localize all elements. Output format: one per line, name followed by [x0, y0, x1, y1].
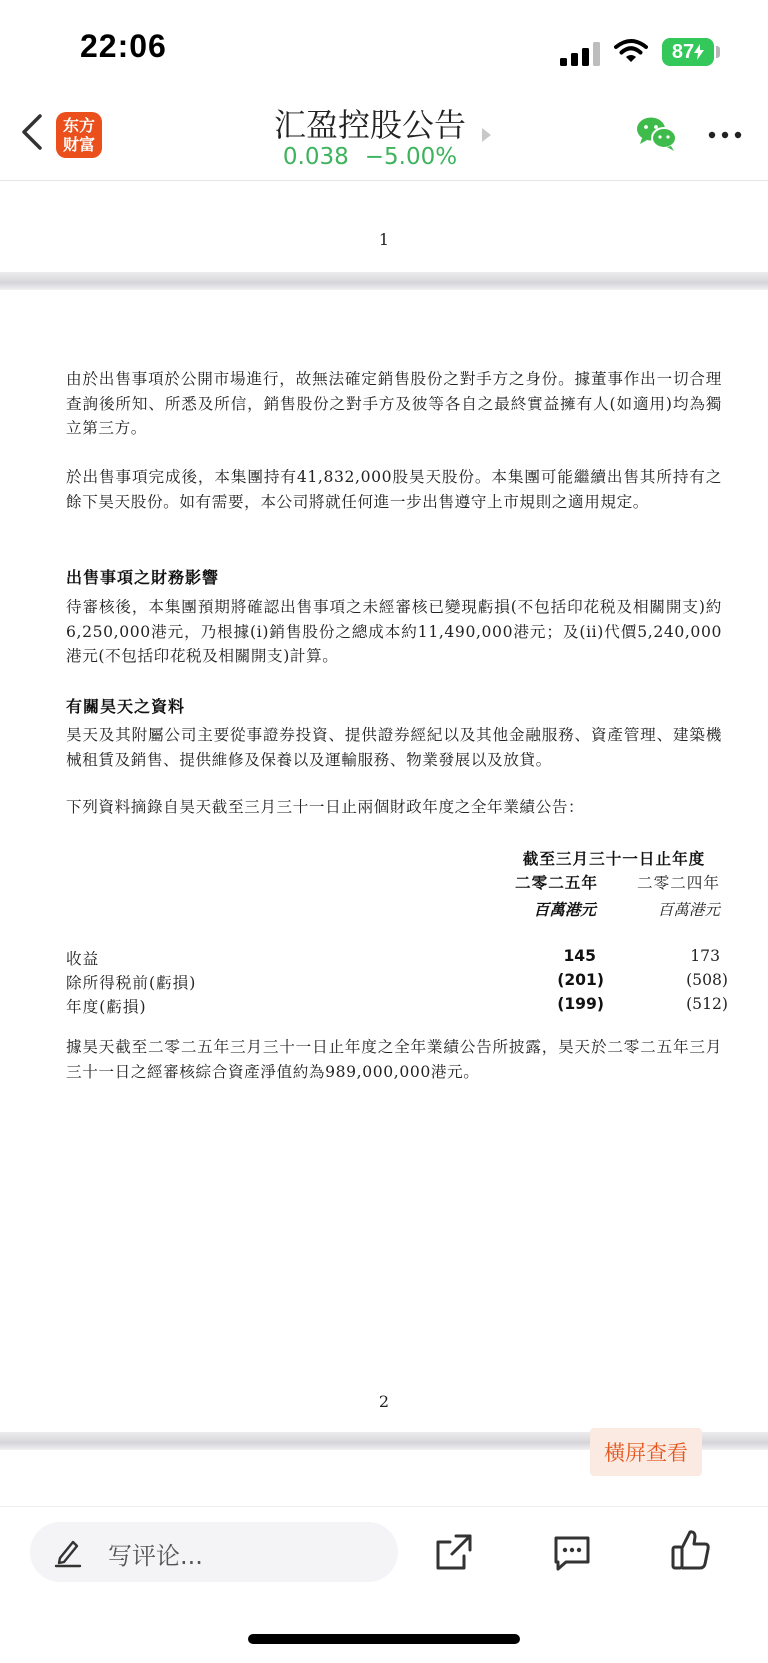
message-icon[interactable]	[552, 1532, 592, 1572]
row-value-2025: (199)	[557, 995, 604, 1013]
paragraph-financial-effect: 待審核後，本集團預期將確認出售事項之未經審核已變現虧損(不包括印花税及相關開支)約6,250,000港元，乃根據(i)銷售股份之總成本約11,490,000港元；及(ii)代價5,240,000港元(不包括印花税及相關開支)計算。	[66, 598, 722, 665]
row-value-2025: 145	[563, 947, 596, 965]
wechat-share-icon[interactable]	[636, 116, 678, 152]
row-label: 年度(虧損)	[66, 998, 147, 1016]
thumbs-up-icon[interactable]	[670, 1528, 712, 1572]
comment-input[interactable]	[30, 1522, 398, 1582]
header-divider	[0, 180, 768, 181]
page-number-1: 1	[378, 230, 390, 249]
pen-icon	[54, 1536, 82, 1568]
logo-text-line1: 东方	[62, 116, 95, 135]
stock-price-row[interactable]	[220, 144, 520, 170]
comment-placeholder[interactable]: 写评论...	[108, 1542, 203, 1570]
row-label: 除所得税前(虧損)	[66, 974, 197, 992]
expand-arrow-icon[interactable]	[482, 128, 491, 142]
share-icon[interactable]	[434, 1532, 474, 1572]
table-unit-2025: 百萬港元	[533, 901, 596, 919]
stock-change: −5.00%	[364, 144, 458, 170]
row-value-2025: (201)	[557, 971, 604, 989]
paragraph-haotian-business: 昊天及其附屬公司主要從事證券投資、提供證券經紀以及其他金融服務、資產管理、建築機械租賃及銷售、提供維修及保養以及運輸服務、物業發展以及放貸。	[66, 726, 722, 769]
more-options-icon[interactable]	[708, 130, 742, 140]
page-number-2: 2	[378, 1392, 390, 1411]
paragraph-buyer-identity: 由於出售事項於公開市場進行，故無法確定銷售股份之對手方之身份。據董事作出一切合理查詢後所知、所悉及所信，銷售股份之對手方及彼等各自之最終實益擁有人(如適用)均為獨立第三方。	[66, 370, 722, 437]
row-label: 收益	[66, 950, 100, 968]
stock-price: 0.038	[282, 144, 349, 170]
paragraph-net-assets: 據昊天截至二零二五年三月三十一日止年度之全年業績公告所披露，昊天於二零二五年三月三十一日之經審核綜合資產淨值約為989,000,000港元。	[66, 1038, 722, 1081]
heading-haotian-info: 有關昊天之資料	[66, 697, 186, 716]
row-value-2024: (512)	[686, 995, 728, 1013]
table-year-2025: 二零二五年	[515, 874, 598, 892]
battery-indicator	[662, 38, 714, 66]
bottom-bar-divider	[0, 1506, 768, 1507]
paragraph-remaining-shares: 於出售事項完成後，本集團持有41,832,000股昊天股份。本集團可能繼續出售其所持有之餘下昊天股份。如有需要，本公司將就任何進一步出售遵守上市規則之適用規定。	[66, 468, 722, 511]
home-indicator	[248, 1634, 520, 1644]
table-year-2024: 二零二四年	[637, 874, 720, 892]
back-arrow-icon[interactable]	[18, 112, 44, 152]
page-separator	[0, 272, 768, 290]
charging-bolt-icon	[694, 44, 704, 60]
heading-financial-effect: 出售事項之財務影響	[66, 568, 220, 587]
table-unit-2024: 百萬港元	[657, 901, 720, 919]
table-period-header: 截至三月三十一日止年度	[522, 850, 706, 868]
row-value-2024: 173	[690, 947, 720, 965]
logo-text-line2: 财富	[62, 135, 95, 154]
paragraph-results-intro: 下列資料摘錄自昊天截至三月三十一日止兩個財政年度之全年業績公告：	[66, 798, 585, 816]
page-title[interactable]: 汇盈控股公告	[273, 106, 466, 144]
eastmoney-logo[interactable]	[56, 112, 102, 158]
row-value-2024: (508)	[686, 971, 728, 989]
status-time: 22:06	[80, 28, 167, 64]
cellular-signal-icon	[560, 42, 602, 66]
wifi-icon	[614, 38, 648, 64]
landscape-view-button[interactable]: 橫屏查看	[590, 1428, 702, 1476]
battery-tip	[716, 46, 720, 58]
battery-level: 87	[671, 40, 695, 63]
